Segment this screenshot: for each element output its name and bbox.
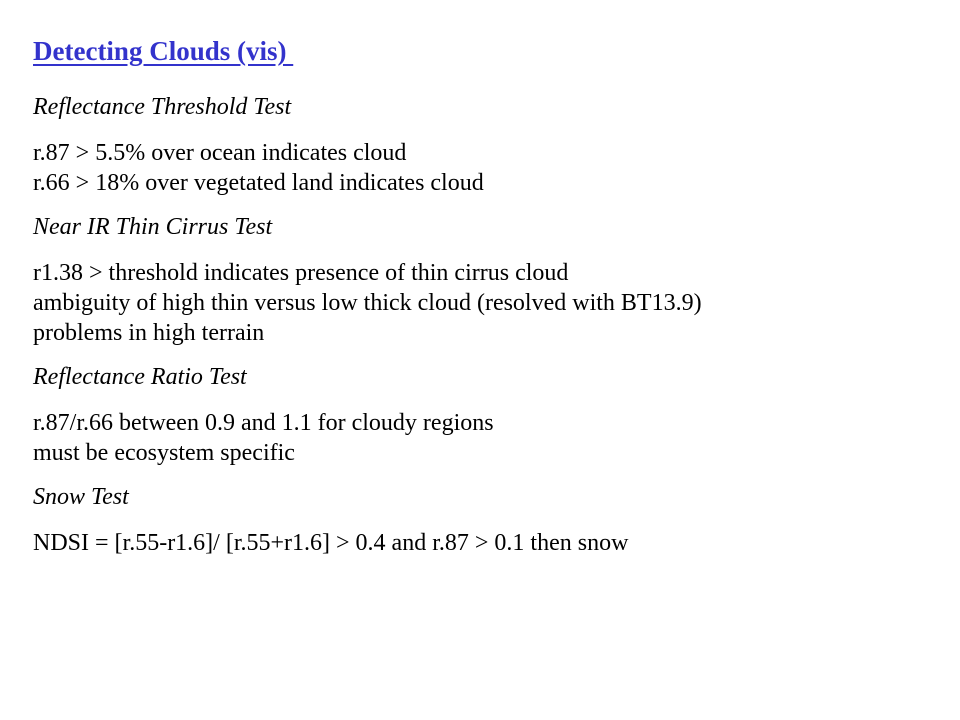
text-line: must be ecosystem specific [33, 440, 295, 466]
section-heading-reflectance-threshold: Reflectance Threshold Test [33, 94, 292, 120]
section-heading-snow-test: Snow Test [33, 484, 129, 510]
slide-title: Detecting Clouds (vis) [33, 36, 294, 66]
text-line: r.87 > 5.5% over ocean indicates cloud [33, 140, 407, 166]
slide [33, 30, 933, 558]
text-line: NDSI = [r.55-r1.6]/ [r.55+r1.6] > 0.4 and r.87 > 0.1 then snow [33, 530, 629, 556]
text-line: r.87/r.66 between 0.9 and 1.1 for cloudy regions [33, 410, 494, 436]
text-line: ambiguity of high thin versus low thick cloud (resolved with BT13.9) [33, 290, 702, 316]
section-body-near-ir-thin-cirrus [33, 258, 933, 348]
section-heading-near-ir-thin-cirrus: Near IR Thin Cirrus Test [33, 214, 273, 240]
text-line: r.66 > 18% over vegetated land indicates cloud [33, 170, 484, 196]
text-line: problems in high terrain [33, 320, 265, 346]
text-line: r1.38 > threshold indicates presence of thin cirrus cloud [33, 260, 569, 286]
section-body-reflectance-threshold [33, 138, 933, 198]
section-heading-reflectance-ratio: Reflectance Ratio Test [33, 364, 247, 390]
section-body-reflectance-ratio [33, 408, 933, 468]
section-body-snow-test [33, 528, 933, 558]
